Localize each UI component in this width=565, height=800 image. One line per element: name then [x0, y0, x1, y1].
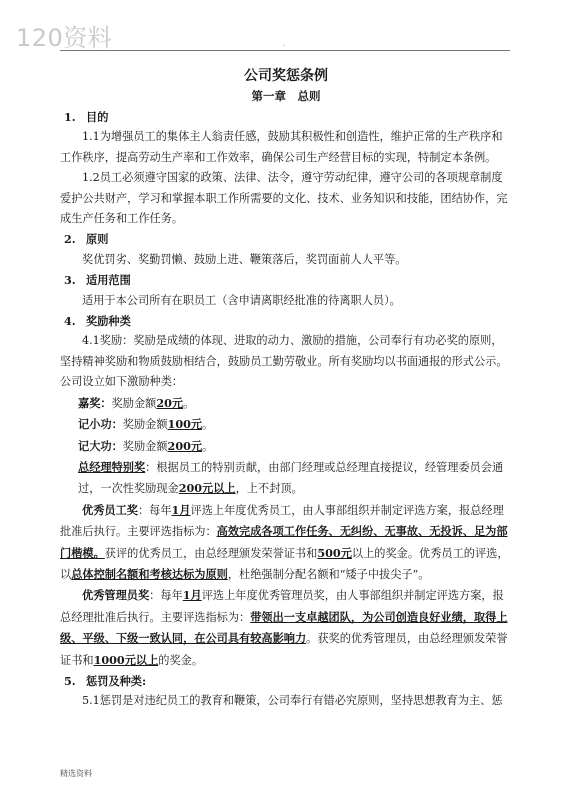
section-number: 5.: [64, 673, 76, 688]
reward-amount: 500元: [317, 545, 352, 560]
reward-amount: 100元: [167, 417, 203, 432]
chapter-heading: 第一章 总则: [251, 89, 321, 103]
paragraph-1-2: 1.2员工必须遵守国家的政策、法律、法令，遵守劳动纪律，遵守公司的各项规章制度爱护公共财产，学习和掌握本职工作所需要的文化、技术、业务知识和技能，团结协作，完成生产任务和工作任务。: [60, 171, 508, 226]
reward-principle: 总体控制名额和考核达标为原则: [71, 566, 228, 581]
reward-month: 1月: [171, 502, 191, 517]
reward-text: ，上不封顶。: [235, 482, 303, 496]
reward-commendation: [60, 393, 512, 414]
reward-text: ：每年: [137, 503, 172, 517]
reward-text-end: 。: [202, 439, 214, 453]
reward-label: 优秀管理员奖: [82, 588, 150, 603]
reward-text: 奖励金额: [111, 396, 157, 410]
section-title: 惩罚及种类:: [86, 673, 147, 688]
reward-text: ：根据员工的特别贡献，由部门经理或总经理直接提议，经管理委员会通过，一次性奖励现金: [78, 460, 504, 496]
reward-label: 优秀员工奖: [82, 502, 138, 517]
reward-month: 1月: [182, 588, 202, 603]
reward-excellent-manager: [60, 585, 512, 671]
reward-criteria: 高效完成各项工作任务、无纠纷、无事故、无投诉、足为部门楷模。: [60, 524, 508, 560]
reward-text: 以上的奖金。优秀员工的评选，以: [60, 546, 509, 581]
section-number: 1.: [64, 110, 76, 124]
section-title: 原则: [86, 232, 109, 247]
reward-text-end: 。: [183, 396, 195, 410]
section-number: 2.: [64, 232, 76, 247]
reward-text: 。获奖的优秀管理员，由总经理颁发荣誉证书和: [60, 632, 508, 667]
paragraph-5-1: 5.1惩罚是对违纪员工的教育和鞭策，公司奉行有错必究原则，坚持思想教育为主、惩: [82, 694, 503, 708]
reward-label: 记大功：: [78, 438, 123, 453]
reward-text-end: 。: [202, 418, 214, 432]
header-rule: [60, 50, 510, 51]
document-body: [60, 66, 512, 712]
reward-label: 总经理特别奖: [78, 459, 146, 474]
section-title: 奖励种类: [86, 314, 131, 329]
reward-gm-special: [60, 457, 512, 500]
reward-text: 评选上年度优秀员工，由人事部组织并制定评选方案，报总经理批准后执行。主要评选指标为：: [60, 503, 504, 539]
section-heading-rewards: [60, 311, 512, 331]
section-title: 目的: [86, 110, 109, 124]
paragraph-3: 适用于本公司所有在职员工（含申请离职经批准的待离职人员）。: [82, 293, 401, 307]
reward-excellent-employee: [60, 500, 512, 586]
document-title: 公司奖惩条例: [244, 68, 328, 84]
section-heading-scope: [60, 270, 512, 290]
reward-major-merit: [60, 436, 512, 457]
reward-text: 评选上年度优秀管理员奖，由人事部组织并制定评选方案，报总经理批准后执行。主要评选指标为：: [60, 589, 504, 624]
watermark: 120资料: [16, 24, 113, 52]
section-title: 适用范围: [86, 273, 131, 288]
reward-minor-merit: [60, 414, 512, 435]
reward-amount: 20元: [156, 395, 184, 410]
section-heading-purpose: [60, 107, 512, 127]
reward-label: 记小功：: [78, 417, 123, 432]
reward-label: 嘉奖：: [78, 395, 112, 410]
reward-text: 的奖金。: [158, 653, 204, 667]
reward-amount: 200元以上: [178, 481, 236, 496]
reward-text: 奖励金额: [122, 418, 168, 432]
reward-text: 奖励金额: [122, 439, 168, 453]
paragraph-4-intro: 公司设立如下激励种类：: [60, 375, 184, 389]
reward-criteria: 带领出一支卓越团队，为公司创造良好业绩，取得上级、平级、下级一致认同，在公司具有较高影响力: [60, 609, 508, 646]
section-heading-principle: [60, 229, 512, 249]
reward-text: 获评的优秀员工，由总经理颁发荣誉证书和: [104, 546, 318, 560]
section-number: 3.: [64, 273, 76, 288]
header-mark: .: [283, 41, 285, 48]
section-heading-penalties: [60, 671, 512, 691]
section-number: 4.: [64, 314, 76, 329]
paragraph-4-1: 4.1奖励：奖励是成绩的体现、进取的动力、激励的措施，公司奉行有功必奖的原则，坚持精神奖励和物质鼓励相结合，鼓励员工勤劳敬业。所有奖励均以书面通报的形式公示。: [60, 334, 508, 368]
paragraph-2: 奖优罚劣、奖勤罚懒、鼓励上进、鞭策落后，奖罚面前人人平等。: [82, 252, 407, 266]
reward-text: ，杜绝强制分配名额和“矮子中拔尖子”。: [227, 567, 430, 581]
footer-label: 精选资料: [60, 769, 92, 778]
reward-amount: 1000元以上: [93, 652, 159, 667]
paragraph-1-1: 1.1为增强员工的集体主人翁责任感，鼓励其积极性和创造性，维护正常的生产秩序和工作秩序，提高劳动生产率和工作效率，确保公司生产经营目标的实现，特制定本条例。: [60, 130, 503, 164]
reward-text: ：每年: [149, 589, 183, 603]
reward-amount: 200元: [167, 438, 203, 453]
